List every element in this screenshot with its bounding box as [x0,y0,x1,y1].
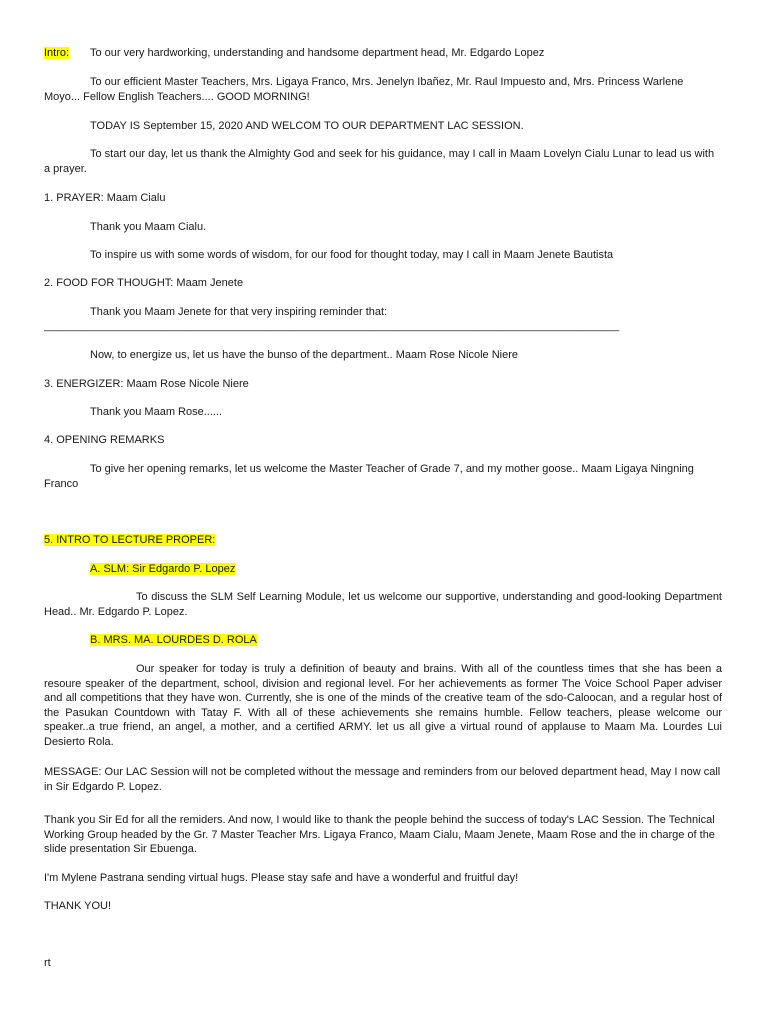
speaker-paragraph: Our speaker for today is truly a definition of beauty and brains. With all of the countless times that she has been a resoure speaker of the department, school, division and regional level. For her achievements as former The Voice School Paper adviser and all competitions that they have won. Currently, she is one of the minds of the creative team of the sdo-Caloocan, and a regular host of the Pasukan Countdown with Tatay F. With all of these achievements she remains humble. Fellow teachers, please welcome our speaker..a true friend, an angel, a mother, and a certified ARMY. let us all give a virtual round of applause to Maam Ma. Lourdes Lui Desierto Rola. [44,663,722,748]
thank-you-line: THANK YOU! [44,900,112,912]
energize-paragraph: Now, to energize us, let us have the bunso of the department.. Maam Rose Nicole Niere [90,349,519,361]
lecture-heading-line [44,533,215,548]
food-heading: 2. FOOD FOR THOUGHT: Maam Jenete [44,277,244,289]
lecture-heading: 5. INTRO TO LECTURE PROPER: [44,534,216,546]
footer-initials: rt [44,957,51,969]
intro-line [44,46,544,61]
slm-heading-line [44,562,235,577]
slm-paragraph: To discuss the SLM Self Learning Module, let us welcome our supportive, understanding and good-looking Department Head.. Mr. Edgardo P. Lopez. [44,591,722,618]
blank-underline: ______________________________________________________________________________________________ [44,320,620,332]
intro-label: Intro: [44,47,70,59]
opening-heading: 4. OPENING REMARKS [44,434,165,446]
rola-heading-line [44,633,257,648]
thank-jenete: Thank you Maam Jenete for that very inspiring reminder that: [90,306,388,318]
closing-paragraph: I'm Mylene Pastrana sending virtual hugs. Please stay safe and have a wonderful and fruitful day! [44,872,519,884]
energizer-heading: 3. ENERGIZER: Maam Rose Nicole Niere [44,378,249,390]
thank-ed-paragraph: Thank you Sir Ed for all the remiders. And now, I would like to thank the people behind the success of today's LAC Session. The Technical Working Group headed by the Gr. 7 Master Teacher Mrs. Ligaya Franco, Maam Cialu, Maam Jenete, Maam Rose and the in charge of the slide presentation Sir Ebuenga. [44,814,715,855]
slm-heading: A. SLM: Sir Edgardo P. Lopez [90,563,236,575]
opening-paragraph: To give her opening remarks, let us welcome the Master Teacher of Grade 7, and my mother goose.. Maam Ligaya Ningning Franco [44,463,694,490]
thank-cialu: Thank you Maam Cialu. [90,221,207,233]
intro-text: To our very hardworking, understanding and handsome department head, Mr. Edgardo Lopez [90,47,545,59]
thank-rose: Thank you Maam Rose...... [90,406,223,418]
rola-heading: B. MRS. MA. LOURDES D. ROLA [90,634,257,646]
today-paragraph: TODAY IS September 15, 2020 AND WELCOM TO OUR DEPARTMENT LAC SESSION. [90,120,524,132]
inspire-paragraph: To inspire us with some words of wisdom, for our food for thought today, may I call in Maam Jenete Bautista [90,249,614,261]
message-paragraph: MESSAGE: Our LAC Session will not be completed without the message and reminders from our beloved department head, May I now call in Sir Edgardo P. Lopez. [44,766,721,793]
prayer-heading: 1. PRAYER: Maam Cialu [44,192,166,204]
start-day-paragraph: To start our day, let us thank the Almighty God and seek for his guidance, may I call in Maam Lovelyn Cialu Lunar to lead us with a prayer. [44,148,715,175]
master-teachers-paragraph: To our efficient Master Teachers, Mrs. Ligaya Franco, Mrs. Jenelyn Ibañez, Mr. Raul Impuesto and, Mrs. Princess Warlene Moyo... Fellow English Teachers.... GOOD MORNING! [44,76,684,103]
